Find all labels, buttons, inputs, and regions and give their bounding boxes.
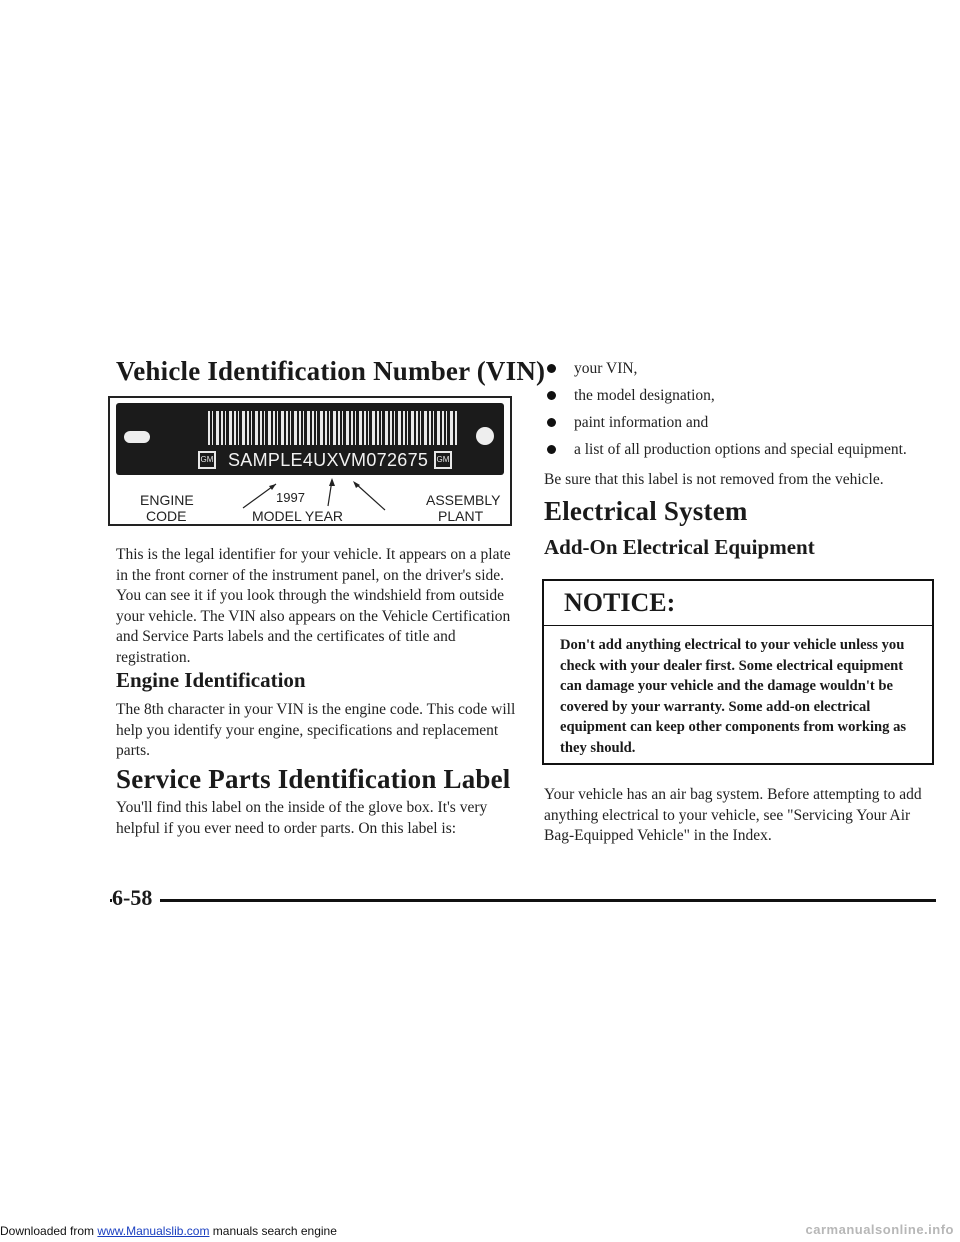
gm-logo-icon: GM [434,451,452,469]
bullet-icon [547,364,556,373]
addon-heading: Add-On Electrical Equipment [544,535,815,559]
bullet-icon [547,418,556,427]
plate-vin-text: SAMPLE4UXVM072675 [228,450,429,470]
vin-paragraph: This is the legal identifier for your vehicle. It appears on a plate in the front corner of the instrument panel, on the driver's side. You can see it if you look through the windshield from outside your vehicle. The VIN also appears on the Vehicle Certification and Service Parts labels and the certificates of title and registration. [116,546,511,666]
label-contents-list [544,355,907,463]
gm-logo-icon: GM [198,451,216,469]
vin-plate-illustration [108,396,512,526]
code-label: CODE [146,508,187,524]
electrical-heading: Electrical System [544,496,748,526]
list-item: your VIN, [544,355,907,382]
list-item: paint information and [544,409,907,436]
bullet-icon [547,445,556,454]
engine-paragraph: The 8th character in your VIN is the engine code. This code will help you identify your engine, specifications and replacement parts. [116,701,516,759]
manualslib-link[interactable]: www.Manualslib.com [97,1224,210,1238]
list-item: a list of all production options and special equipment. [544,436,907,463]
label-note: Be sure that this label is not removed from the vehicle. [544,471,884,488]
page-rule [110,899,936,902]
model-year-label: MODEL YEAR [252,508,344,524]
service-paragraph: You'll find this label on the inside of the glove box. It's very helpful if you ever need to order parts. On this label is: [116,799,488,837]
service-heading: Service Parts Identification Label [116,764,511,794]
download-footer [0,1224,337,1238]
airbag-paragraph: Your vehicle has an air bag system. Before attempting to add anything electrical to your vehicle, see "Servicing Your Air Bag-Equipped Vehicle" in the Index. [544,786,922,844]
assembly-label: ASSEMBLY [426,492,501,508]
page-number: 6-58 [112,885,160,911]
notice-box [542,579,934,765]
notice-text: Don't add anything electrical to your vehicle unless you check with your dealer first. Some electrical equipment can damage your vehicle and the damage wouldn't be covered by your warranty. Some add-on electrical equipment can keep other components from working as they should. [560,637,907,756]
footer-prefix: Downloaded from [0,1224,95,1238]
year-value: 1997 [276,490,305,505]
watermark: carmanualsonline.info [805,1222,954,1237]
notice-title: NOTICE: [544,581,932,626]
vin-heading: Vehicle Identification Number (VIN) [116,356,546,386]
engine-heading: Engine Identification [116,668,306,692]
list-item: the model designation, [544,382,907,409]
plant-label: PLANT [438,508,484,524]
engine-label: ENGINE [140,492,194,508]
footer-suffix: manuals search engine [212,1224,337,1238]
bullet-icon [547,391,556,400]
